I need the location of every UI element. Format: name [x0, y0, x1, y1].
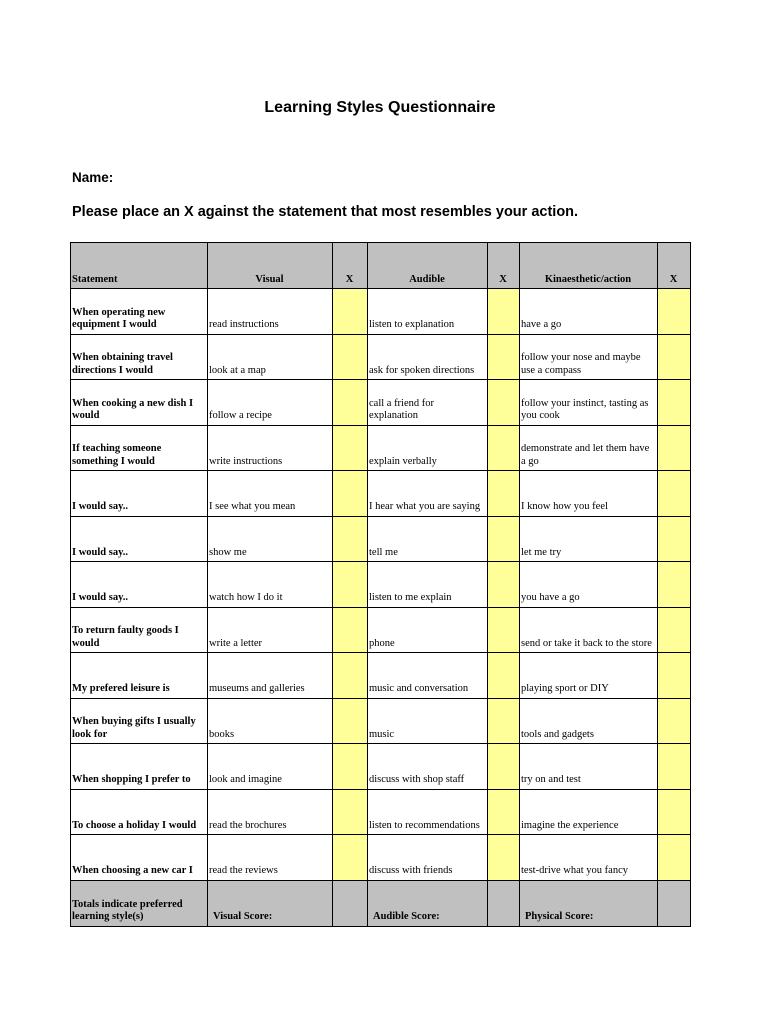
visual-mark-cell[interactable]: [333, 835, 368, 881]
header-kinaesthetic: Kinaesthetic/action: [520, 243, 658, 289]
table-row: [71, 425, 691, 471]
kinaesthetic-option-cell: let me try: [520, 516, 658, 562]
table-row: [71, 653, 691, 699]
audible-option-cell: music and conversation: [368, 653, 488, 699]
kinaesthetic-mark-cell[interactable]: [658, 653, 691, 699]
kinaesthetic-mark-cell[interactable]: [658, 471, 691, 517]
statement-cell: My prefered leisure is: [71, 653, 208, 699]
kinaesthetic-option-cell: follow your nose and maybe use a compass: [520, 334, 658, 380]
table-row: [71, 289, 691, 335]
kinaesthetic-mark-cell[interactable]: [658, 380, 691, 426]
visual-option-cell: show me: [208, 516, 333, 562]
visual-option-cell: look and imagine: [208, 744, 333, 790]
audible-mark-cell[interactable]: [488, 744, 520, 790]
visual-mark-cell[interactable]: [333, 789, 368, 835]
visual-mark-cell[interactable]: [333, 562, 368, 608]
instruction-text: Please place an X against the statement that most resembles your action.: [72, 204, 579, 220]
table-row: [71, 334, 691, 380]
kinaesthetic-option-cell: follow your instinct, tasting as you cook: [520, 380, 658, 426]
audible-mark-cell[interactable]: [488, 789, 520, 835]
header-x-audible: X: [488, 243, 520, 289]
audible-mark-cell[interactable]: [488, 380, 520, 426]
audible-option-cell: discuss with friends: [368, 835, 488, 881]
visual-mark-cell[interactable]: [333, 425, 368, 471]
audible-option-cell: ask for spoken directions: [368, 334, 488, 380]
visual-option-cell: look at a map: [208, 334, 333, 380]
name-label: Name:: [72, 170, 114, 185]
kinaesthetic-mark-cell[interactable]: [658, 607, 691, 653]
visual-mark-cell[interactable]: [333, 653, 368, 699]
audible-option-cell: music: [368, 698, 488, 744]
visual-mark-cell[interactable]: [333, 698, 368, 744]
physical-score-label: Physical Score:: [520, 880, 658, 926]
statement-cell: If teaching someone something I would: [71, 425, 208, 471]
kinaesthetic-option-cell: I know how you feel: [520, 471, 658, 517]
audible-mark-cell[interactable]: [488, 698, 520, 744]
table-row: [71, 516, 691, 562]
visual-option-cell: read instructions: [208, 289, 333, 335]
kinaesthetic-mark-cell[interactable]: [658, 334, 691, 380]
statement-cell: I would say..: [71, 471, 208, 517]
header-x-visual: X: [333, 243, 368, 289]
table-row: [71, 562, 691, 608]
table-row: [71, 744, 691, 790]
visual-option-cell: follow a recipe: [208, 380, 333, 426]
audible-option-cell: phone: [368, 607, 488, 653]
statement-cell: When cooking a new dish I would: [71, 380, 208, 426]
physical-score-cell[interactable]: [658, 880, 691, 926]
kinaesthetic-option-cell: try on and test: [520, 744, 658, 790]
visual-score-cell[interactable]: [333, 880, 368, 926]
kinaesthetic-mark-cell[interactable]: [658, 425, 691, 471]
questionnaire-table: [70, 242, 691, 927]
visual-mark-cell[interactable]: [333, 380, 368, 426]
kinaesthetic-mark-cell[interactable]: [658, 289, 691, 335]
statement-cell: I would say..: [71, 562, 208, 608]
statement-cell: To return faulty goods I would: [71, 607, 208, 653]
audible-option-cell: listen to me explain: [368, 562, 488, 608]
kinaesthetic-option-cell: have a go: [520, 289, 658, 335]
audible-option-cell: listen to explanation: [368, 289, 488, 335]
header-x-kinaesthetic: X: [658, 243, 691, 289]
table-row: [71, 471, 691, 517]
kinaesthetic-mark-cell[interactable]: [658, 562, 691, 608]
visual-mark-cell[interactable]: [333, 516, 368, 562]
audible-mark-cell[interactable]: [488, 471, 520, 517]
audible-mark-cell[interactable]: [488, 835, 520, 881]
statement-cell: When operating new equipment I would: [71, 289, 208, 335]
kinaesthetic-option-cell: test-drive what you fancy: [520, 835, 658, 881]
audible-mark-cell[interactable]: [488, 607, 520, 653]
kinaesthetic-mark-cell[interactable]: [658, 698, 691, 744]
statement-cell: When buying gifts I usually look for: [71, 698, 208, 744]
visual-option-cell: read the reviews: [208, 835, 333, 881]
statement-cell: When choosing a new car I: [71, 835, 208, 881]
audible-mark-cell[interactable]: [488, 653, 520, 699]
visual-option-cell: write instructions: [208, 425, 333, 471]
visual-score-label: Visual Score:: [208, 880, 333, 926]
header-visual: Visual: [208, 243, 333, 289]
statement-cell: When shopping I prefer to: [71, 744, 208, 790]
table-row: [71, 607, 691, 653]
visual-mark-cell[interactable]: [333, 334, 368, 380]
page-title: Learning Styles Questionnaire: [264, 99, 496, 116]
visual-option-cell: I see what you mean: [208, 471, 333, 517]
visual-option-cell: write a letter: [208, 607, 333, 653]
table-row: [71, 380, 691, 426]
audible-option-cell: call a friend for explanation: [368, 380, 488, 426]
kinaesthetic-option-cell: send or take it back to the store: [520, 607, 658, 653]
kinaesthetic-option-cell: tools and gadgets: [520, 698, 658, 744]
kinaesthetic-option-cell: playing sport or DIY: [520, 653, 658, 699]
table-row: [71, 835, 691, 881]
audible-score-label: Audible Score:: [368, 880, 488, 926]
totals-row: [71, 880, 691, 926]
kinaesthetic-mark-cell[interactable]: [658, 744, 691, 790]
visual-option-cell: read the brochures: [208, 789, 333, 835]
audible-mark-cell[interactable]: [488, 425, 520, 471]
audible-option-cell: I hear what you are saying: [368, 471, 488, 517]
visual-mark-cell[interactable]: [333, 744, 368, 790]
kinaesthetic-option-cell: demonstrate and let them have a go: [520, 425, 658, 471]
visual-mark-cell[interactable]: [333, 607, 368, 653]
visual-option-cell: books: [208, 698, 333, 744]
visual-mark-cell[interactable]: [333, 471, 368, 517]
statement-cell: When obtaining travel directions I would: [71, 334, 208, 380]
kinaesthetic-mark-cell[interactable]: [658, 789, 691, 835]
statement-cell: To choose a holiday I would: [71, 789, 208, 835]
audible-mark-cell[interactable]: [488, 562, 520, 608]
audible-mark-cell[interactable]: [488, 289, 520, 335]
statement-cell: I would say..: [71, 516, 208, 562]
header-statement: Statement: [71, 243, 208, 289]
audible-option-cell: listen to recommendations: [368, 789, 488, 835]
totals-label: Totals indicate preferred learning style(s): [71, 880, 208, 926]
header-audible: Audible: [368, 243, 488, 289]
audible-option-cell: discuss with shop staff: [368, 744, 488, 790]
table-row: [71, 789, 691, 835]
header-row: [71, 243, 691, 289]
visual-option-cell: watch how I do it: [208, 562, 333, 608]
audible-option-cell: explain verbally: [368, 425, 488, 471]
audible-mark-cell[interactable]: [488, 516, 520, 562]
visual-option-cell: museums and galleries: [208, 653, 333, 699]
audible-score-cell[interactable]: [488, 880, 520, 926]
kinaesthetic-mark-cell[interactable]: [658, 835, 691, 881]
audible-mark-cell[interactable]: [488, 334, 520, 380]
kinaesthetic-option-cell: imagine the experience: [520, 789, 658, 835]
kinaesthetic-option-cell: you have a go: [520, 562, 658, 608]
table-row: [71, 698, 691, 744]
audible-option-cell: tell me: [368, 516, 488, 562]
kinaesthetic-mark-cell[interactable]: [658, 516, 691, 562]
visual-mark-cell[interactable]: [333, 289, 368, 335]
